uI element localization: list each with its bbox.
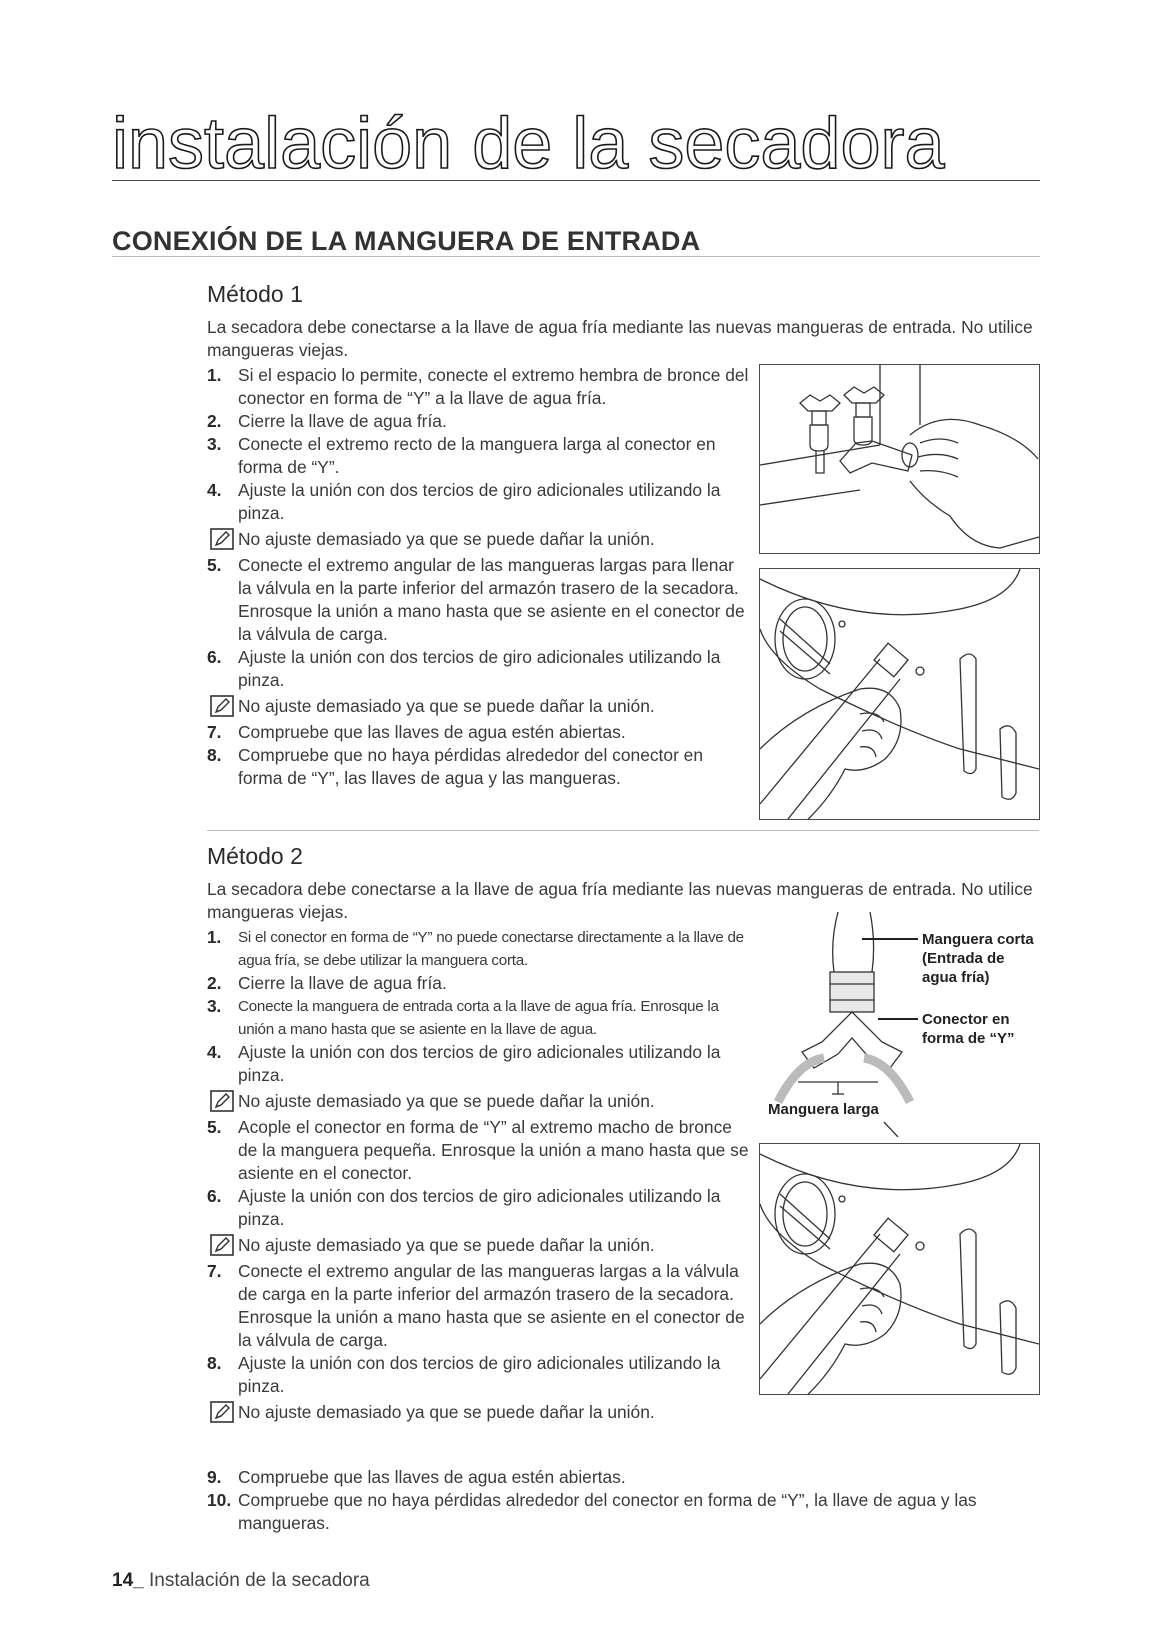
list-item: 6. Ajuste la unión con dos tercios de giro adicionales utilizando la pinza. — [207, 1186, 721, 1229]
list-item: 1. Si el conector en forma de “Y” no puede conectarse directamente a la llave de agua fría, se debe utilizar la manguera corta. — [207, 927, 744, 969]
method-2-title: Método 2 — [207, 843, 303, 869]
page-title: instalación de la secadora — [112, 104, 945, 184]
list-item: 6. Ajuste la unión con dos tercios de giro adicionales utilizando la pinza. — [207, 647, 721, 690]
note-item: No ajuste demasiado ya que se puede dañar la unión. — [207, 1401, 752, 1424]
method-1-steps — [207, 364, 752, 790]
method-1-title: Método 1 — [207, 281, 303, 307]
note-pencil-icon — [210, 695, 234, 717]
list-item: 3. Conecte el extremo recto de la manguera larga al conector en forma de “Y”. — [207, 434, 716, 477]
note-item: No ajuste demasiado ya que se puede dañar la unión. — [207, 1234, 752, 1257]
list-item: 7. Compruebe que las llaves de agua estén abiertas. — [207, 722, 626, 742]
list-item: 8. Compruebe que no haya pérdidas alrededor del conector en forma de “Y”, las llaves de agua y las mangueras. — [207, 745, 704, 788]
callout-y-connector: Conector en forma de “Y” — [922, 1011, 1015, 1047]
note-item: No ajuste demasiado ya que se puede dañar la unión. — [207, 528, 752, 551]
note-item: No ajuste demasiado ya que se puede dañar la unión. — [207, 1090, 752, 1113]
callout-long-hose: Manguera larga — [768, 1101, 879, 1118]
note-pencil-icon — [210, 1401, 234, 1423]
page-number: 14_ — [112, 1570, 144, 1591]
footer-label: Instalación de la secadora — [148, 1570, 370, 1591]
list-item: 5. Conecte el extremo angular de las mangueras largas para llenar la válvula en la parte inferior del armazón trasero de la secadora. Enrosque la unión a mano hasta que se asiente en el conector de la válvula de carga. — [207, 555, 745, 644]
method-1-intro: La secadora debe conectarse a la llave de agua fría mediante las nuevas mangueras de entrada. No utilice mangueras viejas. — [207, 317, 1033, 360]
note-pencil-icon — [210, 1090, 234, 1112]
note-pencil-icon — [210, 528, 234, 550]
list-item: 7. Conecte el extremo angular de las mangueras largas a la válvula de carga en la parte inferior del armazón trasero de la secadora. Enrosque la unión a mano hasta que se asiente en el conector de la válvula de carga. — [207, 1261, 745, 1350]
list-item: 5. Acople el conector en forma de “Y” al extremo macho de bronce de la manguera pequeña. Enrosque la unión a mano hasta que se asiente en el conector. — [207, 1117, 749, 1183]
callout-leader-short-hose — [862, 938, 918, 940]
list-item: 10. Compruebe que no haya pérdidas alrededor del conector en forma de “Y”, la llave de agua y las mangueras. — [207, 1490, 977, 1533]
note-item: No ajuste demasiado ya que se puede dañar la unión. — [207, 695, 752, 718]
callout-short-hose: Manguera corta (Entrada de agua fría) — [922, 931, 1034, 986]
list-item: 3. Conecte la manguera de entrada corta a la llave de agua fría. Enrosque la unión a mano hasta que se asiente en la llave de agua. — [207, 996, 719, 1038]
callout-leader-y-connector — [878, 1018, 918, 1020]
section-heading: CONEXIÓN DE LA MANGUERA DE ENTRADA — [112, 226, 701, 256]
list-item: 9. Compruebe que las llaves de agua estén abiertas. — [207, 1467, 626, 1487]
title-divider — [112, 180, 1040, 181]
list-item: 4. Ajuste la unión con dos tercios de giro adicionales utilizando la pinza. — [207, 480, 721, 523]
list-item: 4. Ajuste la unión con dos tercios de giro adicionales utilizando la pinza. — [207, 1042, 721, 1085]
dryer-valve-illustration — [759, 568, 1040, 820]
method-2-intro: La secadora debe conectarse a la llave de agua fría mediante las nuevas mangueras de entrada. No utilice mangueras viejas. — [207, 879, 1033, 922]
section-divider — [112, 256, 1040, 257]
dryer-valve-illustration-2 — [759, 1143, 1040, 1395]
method-2-final-steps — [207, 1466, 1047, 1535]
faucet-y-connector-illustration — [759, 364, 1040, 554]
method-2-steps — [207, 926, 752, 1427]
list-item: 8. Ajuste la unión con dos tercios de giro adicionales utilizando la pinza. — [207, 1353, 721, 1396]
note-pencil-icon — [210, 1234, 234, 1256]
page-footer — [112, 1570, 370, 1592]
method-divider — [207, 830, 1039, 831]
list-item: 2. Cierre la llave de agua fría. — [207, 973, 447, 993]
list-item: 1. Si el espacio lo permite, conecte el extremo hembra de bronce del conector en forma de “Y” a la llave de agua fría. — [207, 365, 749, 408]
list-item: 2. Cierre la llave de agua fría. — [207, 411, 447, 431]
